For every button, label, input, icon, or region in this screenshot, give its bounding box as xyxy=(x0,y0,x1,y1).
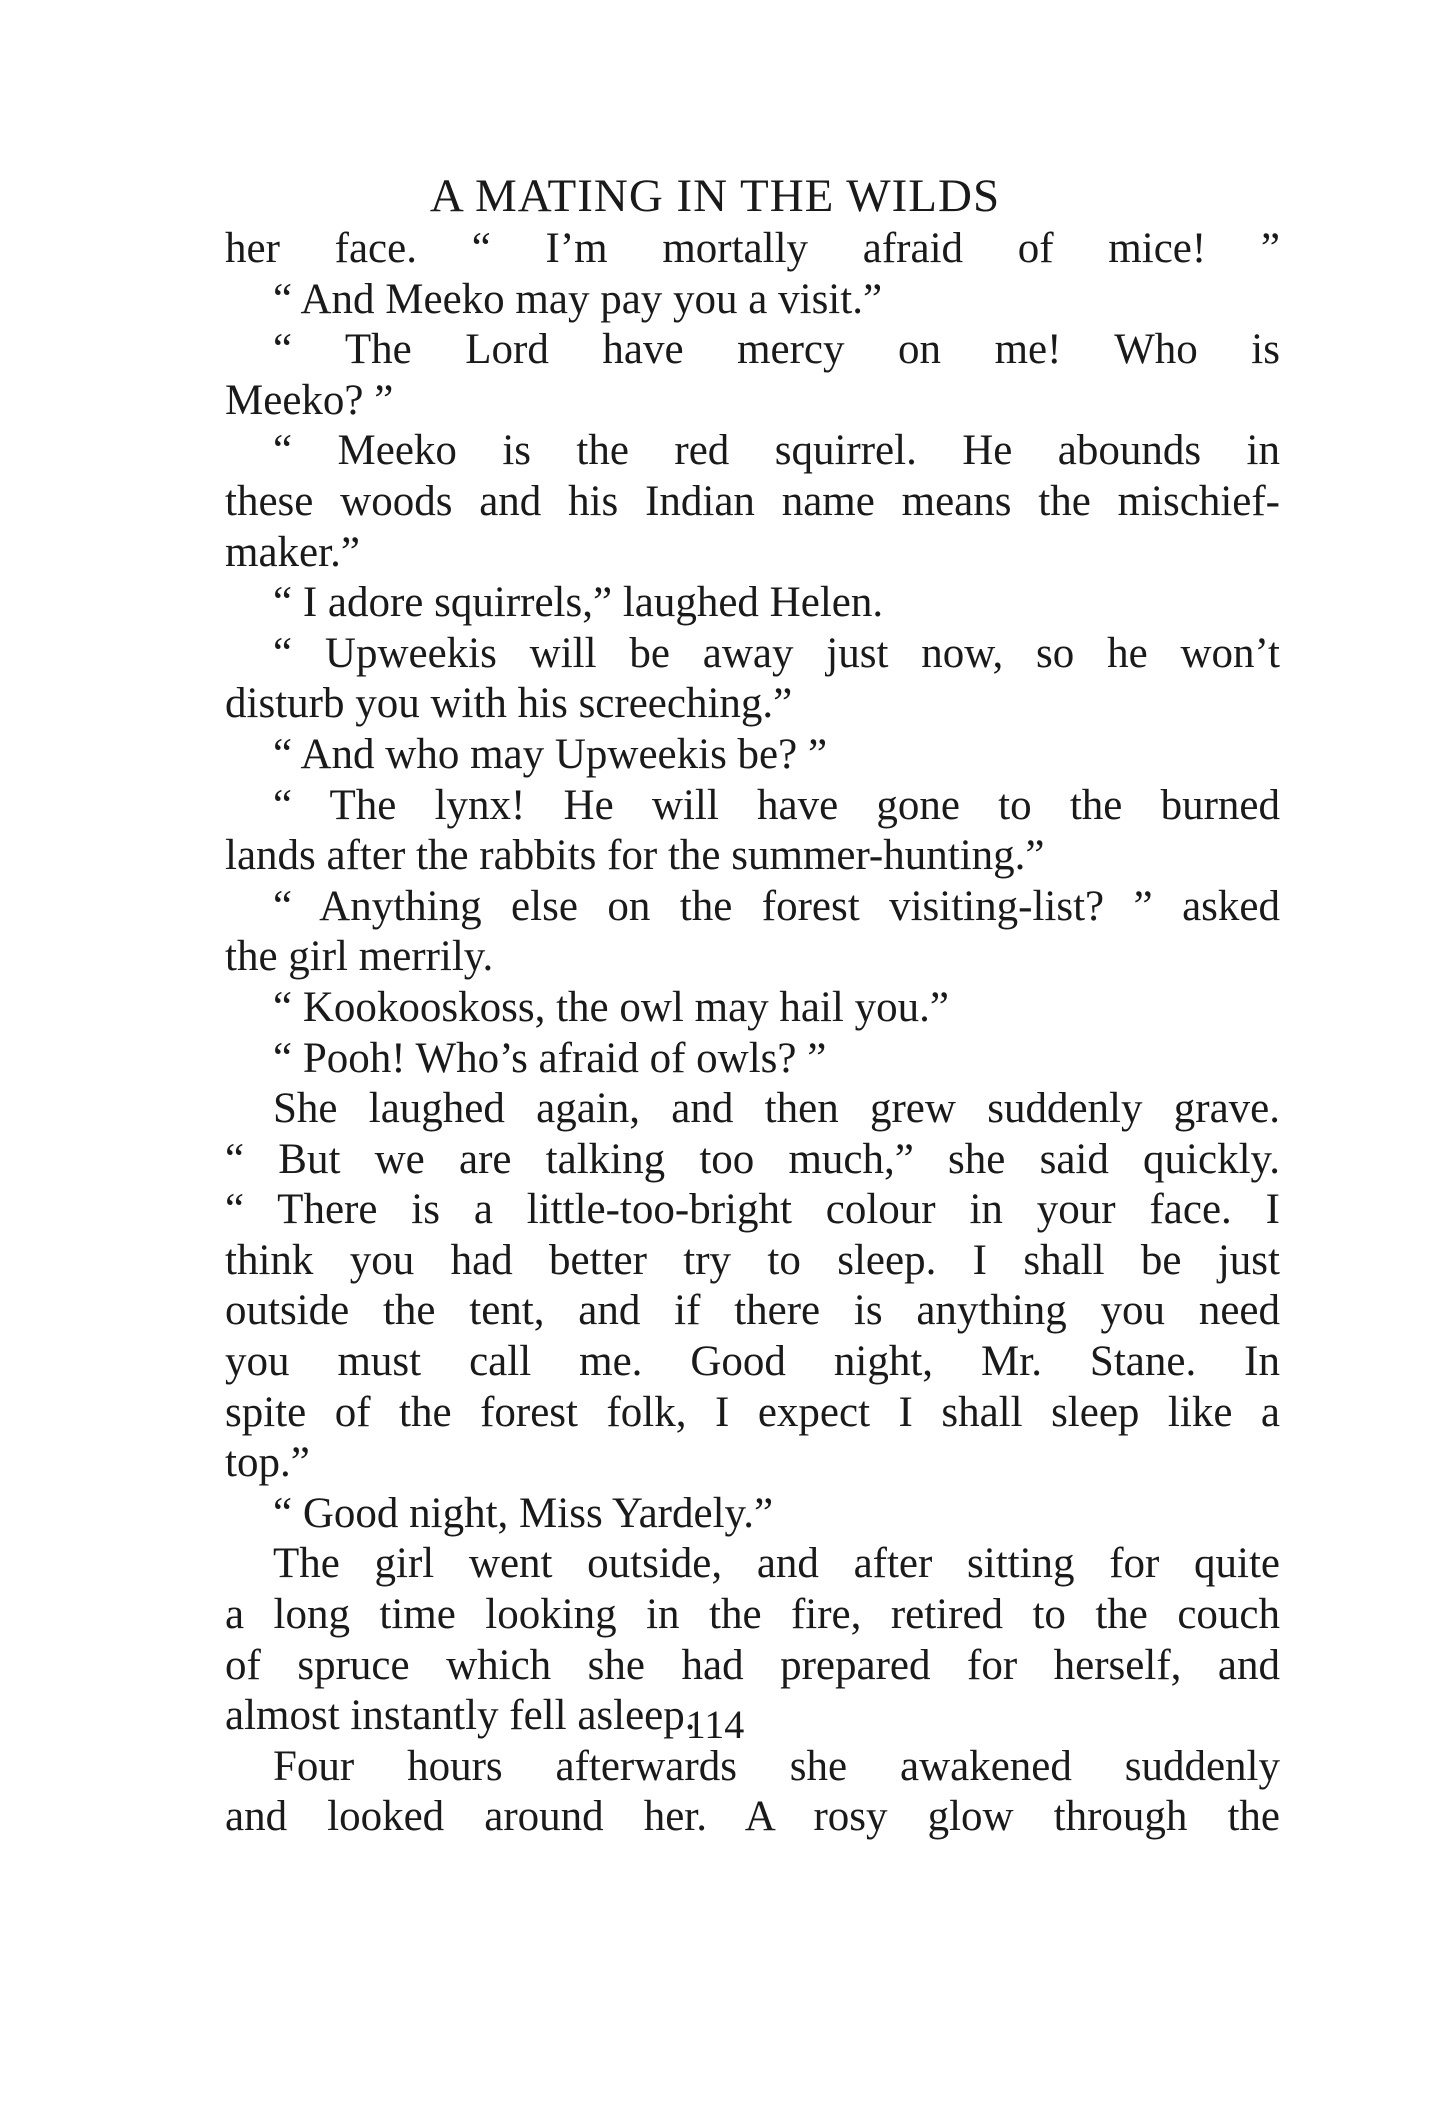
text-line: “ Kookooskoss, the owl may hail you.” xyxy=(273,983,949,1031)
text-line: “ And Meeko may pay you a visit.” xyxy=(273,275,883,323)
text-line: Four hours afterwards she awakened suddenly xyxy=(273,1742,1280,1790)
text-line: “ I adore squirrels,” laughed Helen. xyxy=(273,579,884,627)
text-line: and looked around her. A rosy glow through the xyxy=(225,1793,1280,1841)
text-line: “ And who may Upweekis be? ” xyxy=(273,730,828,778)
text-line: “ But we are talking too much,” she said quickly. xyxy=(225,1135,1280,1183)
text-line: She laughed again, and then grew suddenly grave. xyxy=(273,1085,1280,1133)
text-line: the girl merrily. xyxy=(225,933,494,981)
text-line: almost instantly fell asleep. xyxy=(225,1692,696,1740)
text-line: a long time looking in the fire, retired to the couch xyxy=(225,1591,1280,1639)
text-line: her face. “ I’m mortally afraid of mice! ” xyxy=(225,225,1280,272)
text-line: lands after the rabbits for the summer-hunting.” xyxy=(225,832,1045,880)
text-line: you must call me. Good night, Mr. Stane. In xyxy=(225,1338,1280,1386)
text-line: “ The lynx! He will have gone to the burned xyxy=(273,781,1280,829)
text-line: “ The Lord have mercy on me! Who is xyxy=(273,326,1280,374)
text-line: outside the tent, and if there is anything you need xyxy=(225,1287,1280,1335)
text-line: “ Anything else on the forest visiting-list? ” asked xyxy=(273,882,1280,930)
text-line: Meeko? ” xyxy=(225,376,394,424)
text-line: “ Good night, Miss Yardely.” xyxy=(273,1489,774,1537)
text-line: “ Upweekis will be away just now, so he won’t xyxy=(273,629,1280,677)
text-line: these woods and his Indian name means the mischief- xyxy=(225,477,1280,525)
text-line: “ There is a little-too-bright colour in your face. I xyxy=(225,1186,1280,1234)
text-line: disturb you with his screeching.” xyxy=(225,680,793,728)
text-line: top.” xyxy=(225,1439,310,1487)
text-line: of spruce which she had prepared for herself, and xyxy=(225,1641,1280,1689)
text-line: “ Meeko is the red squirrel. He abounds in xyxy=(273,427,1280,475)
running-head: A MATING IN THE WILDS xyxy=(429,170,1001,222)
text-line: “ Pooh! Who’s afraid of owls? ” xyxy=(273,1034,827,1082)
text-line: maker.” xyxy=(225,528,360,576)
text-line: spite of the forest folk, I expect I shall sleep like a xyxy=(225,1388,1280,1436)
text-line: think you had better try to sleep. I shall be just xyxy=(225,1236,1280,1284)
text-line: The girl went outside, and after sitting for quite xyxy=(273,1540,1280,1588)
page-number: 114 xyxy=(685,1702,745,1747)
body-text xyxy=(225,224,1280,1843)
